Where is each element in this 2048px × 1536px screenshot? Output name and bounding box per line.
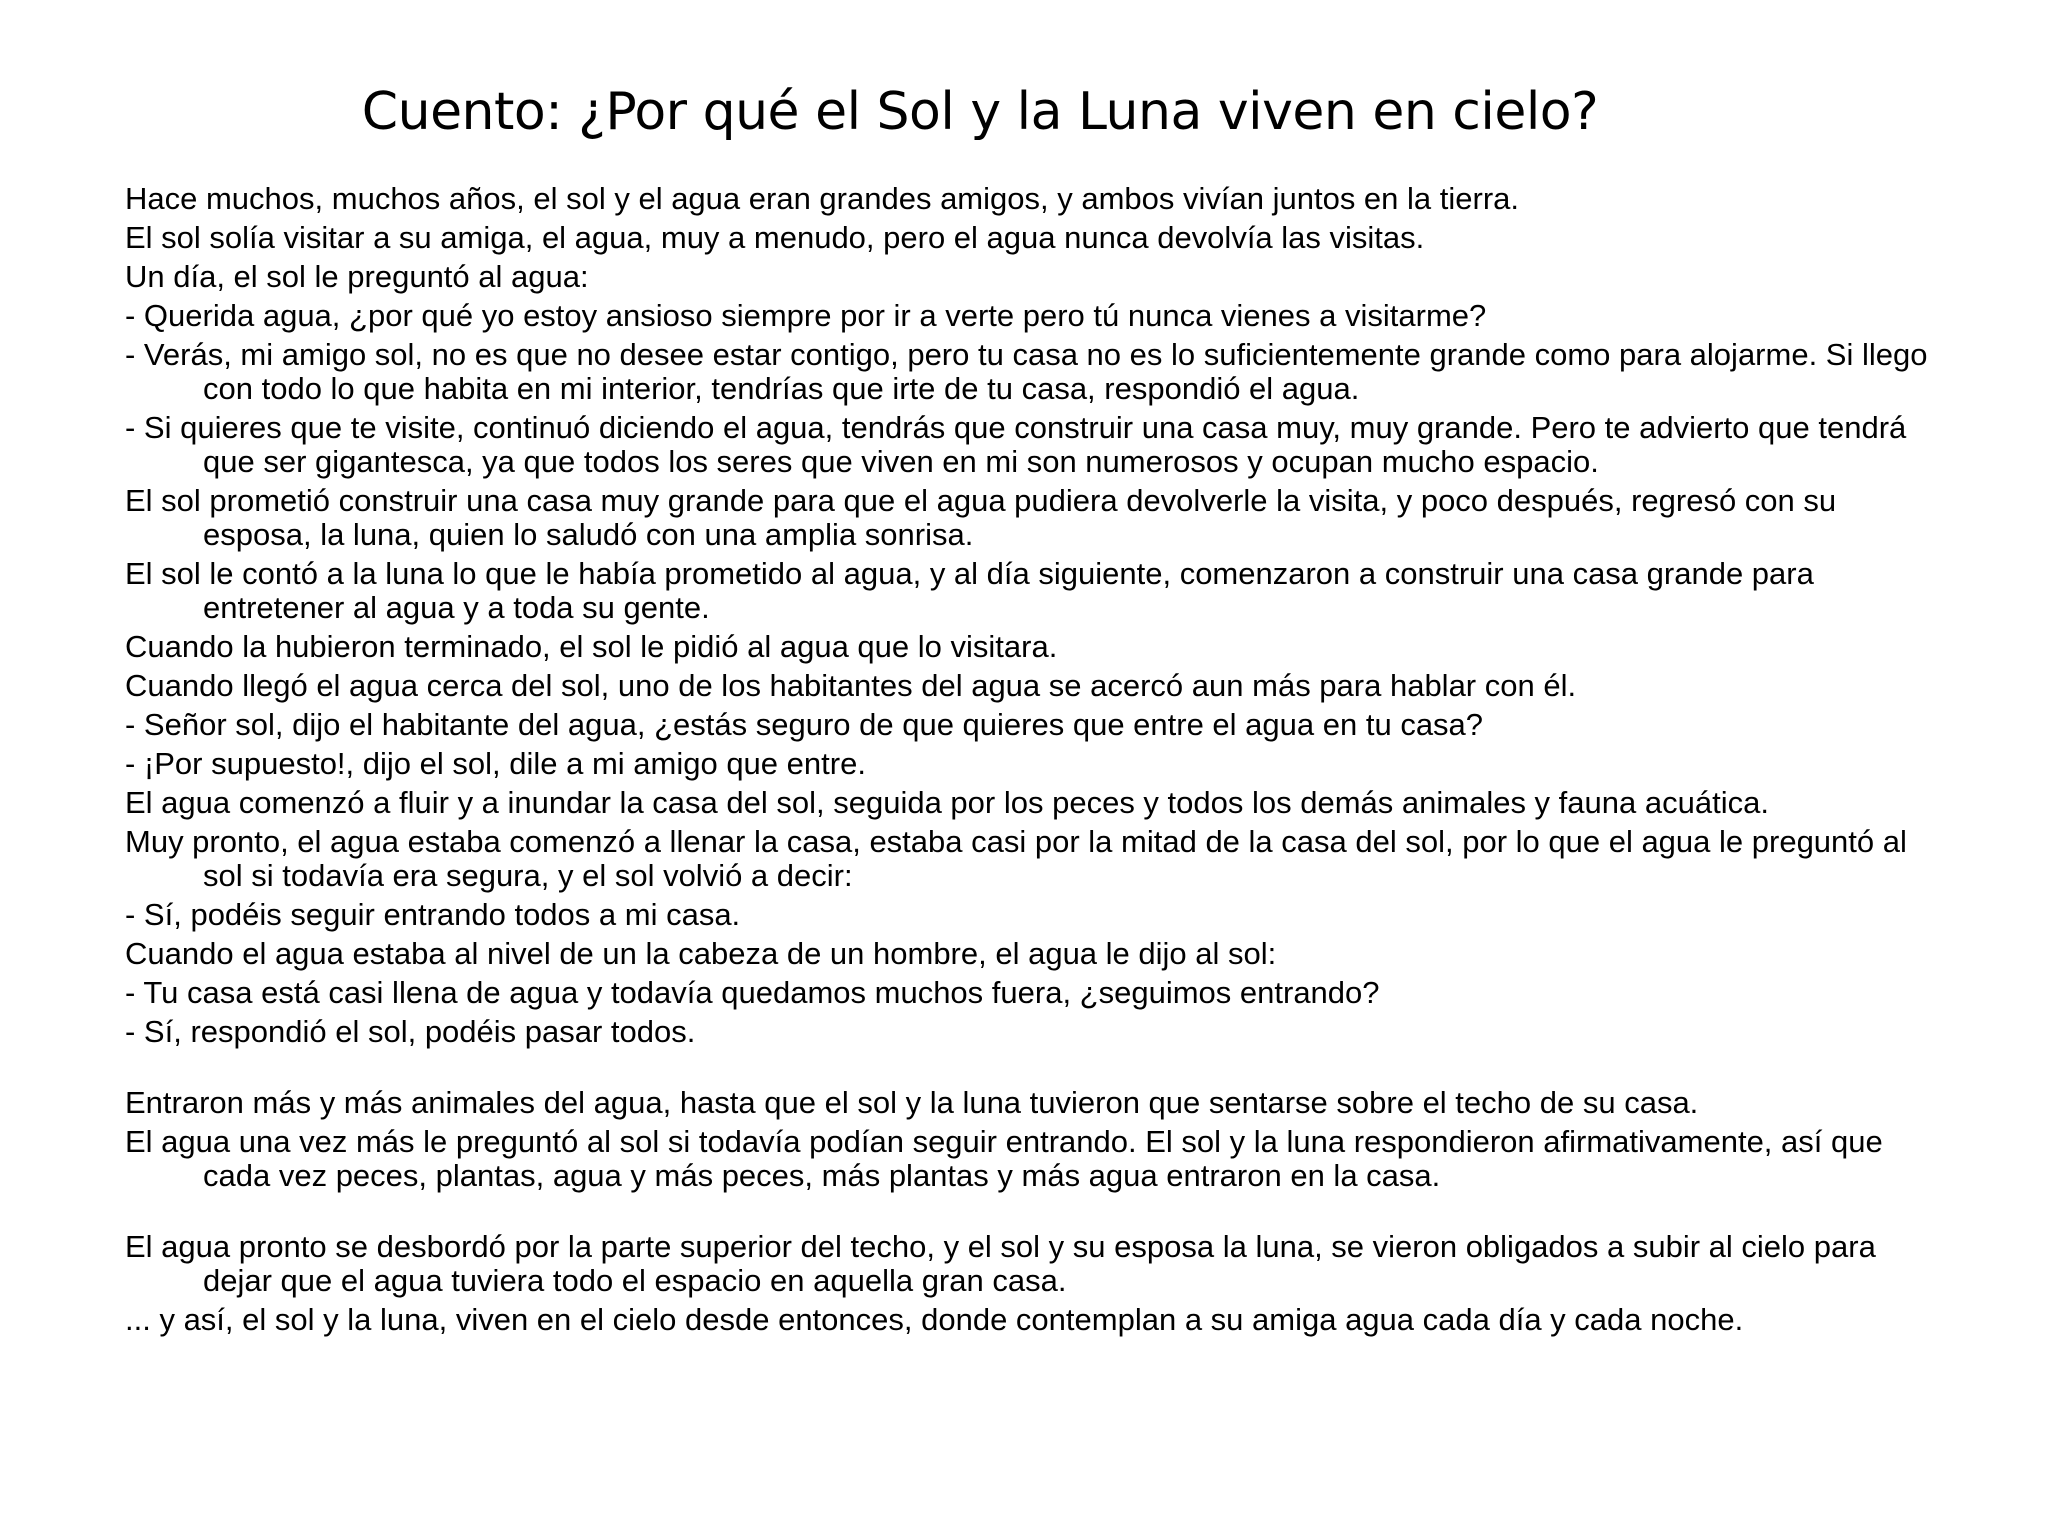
story-closing: ... y así, el sol y la luna, viven en el cielo desde entonces, donde contemplan a su amiga agua cada día y cada noche. [125,1302,1744,1337]
story-paragraph: Entraron más y más animales del agua, hasta que el sol y la luna tuvieron que sentarse sobre el techo de su casa. [125,1085,1699,1120]
slide-title: Cuento: ¿Por qué el Sol y la Luna viven en cielo? [361,82,1599,142]
story-paragraph: Un día, el sol le preguntó al agua: [125,259,589,294]
story-dialogue: - Sí, respondió el sol, podéis pasar todos. [125,1014,696,1049]
story-paragraph: Muy pronto, el agua estaba comenzó a llenar la casa, estaba casi por la mitad de la casa del sol, por lo que el agua le preguntó al sol si todavía era segura, y el sol volvió a decir: [125,824,1907,893]
paragraph-spacer [125,1054,1945,1086]
story-body [125,182,1945,1342]
story-dialogue: - Señor sol, dijo el habitante del agua, ¿estás seguro de que quieres que entre el agua en tu casa? [125,707,1484,742]
story-paragraph: El sol prometió construir una casa muy grande para que el agua pudiera devolverle la visita, y poco después, regresó con su esposa, la luna, quien lo saludó con una amplia sonrisa. [125,483,1837,552]
story-paragraph: El agua comenzó a fluir y a inundar la casa del sol, seguida por los peces y todos los demás animales y fauna acuática. [125,785,1769,820]
story-paragraph: El sol le contó a la luna lo que le había prometido al agua, y al día siguiente, comenzaron a construir una casa grande para entretener al agua y a toda su gente. [125,556,1814,625]
paragraph-spacer [125,1198,1945,1230]
story-paragraph: Cuando la hubieron terminado, el sol le pidió al agua que lo visitara. [125,629,1058,664]
story-paragraph: Cuando el agua estaba al nivel de un la cabeza de un hombre, el agua le dijo al sol: [125,936,1277,971]
story-dialogue: - Verás, mi amigo sol, no es que no desee estar contigo, pero tu casa no es lo suficientemente grande como para alojarme. Si llego con todo lo que habita en mi interior, tendrías que irte de tu casa, respondió el agua. [125,337,1928,406]
story-dialogue: - ¡Por supuesto!, dijo el sol, dile a mi amigo que entre. [125,746,866,781]
story-dialogue: - Sí, podéis seguir entrando todos a mi casa. [125,897,741,932]
story-paragraph: Hace muchos, muchos años, el sol y el agua eran grandes amigos, y ambos vivían juntos en la tierra. [125,181,1520,216]
story-paragraph: El agua pronto se desbordó por la parte superior del techo, y el sol y su esposa la luna, se vieron obligados a subir al cielo para dejar que el agua tuviera todo el espacio en aquella gran casa. [125,1229,1876,1298]
story-dialogue: - Querida agua, ¿por qué yo estoy ansioso siempre por ir a verte pero tú nunca vienes a visitarme? [125,298,1487,333]
story-paragraph: Cuando llegó el agua cerca del sol, uno de los habitantes del agua se acercó aun más para hablar con él. [125,668,1577,703]
story-paragraph: El sol solía visitar a su amiga, el agua, muy a menudo, pero el agua nunca devolvía las visitas. [125,220,1425,255]
story-paragraph: El agua una vez más le preguntó al sol si todavía podían seguir entrando. El sol y la luna respondieron afirmativamente, así que cada vez peces, plantas, agua y más peces, más plantas y más agua entraron en la casa. [125,1124,1883,1193]
story-dialogue: - Tu casa está casi llena de agua y todavía quedamos muchos fuera, ¿seguimos entrando? [125,975,1380,1010]
story-dialogue: - Si quieres que te visite, continuó diciendo el agua, tendrás que construir una casa muy, muy grande. Pero te advierto que tendrá que ser gigantesca, ya que todos los seres que viven en mi son numerosos y ocupan mucho espacio. [125,410,1907,479]
